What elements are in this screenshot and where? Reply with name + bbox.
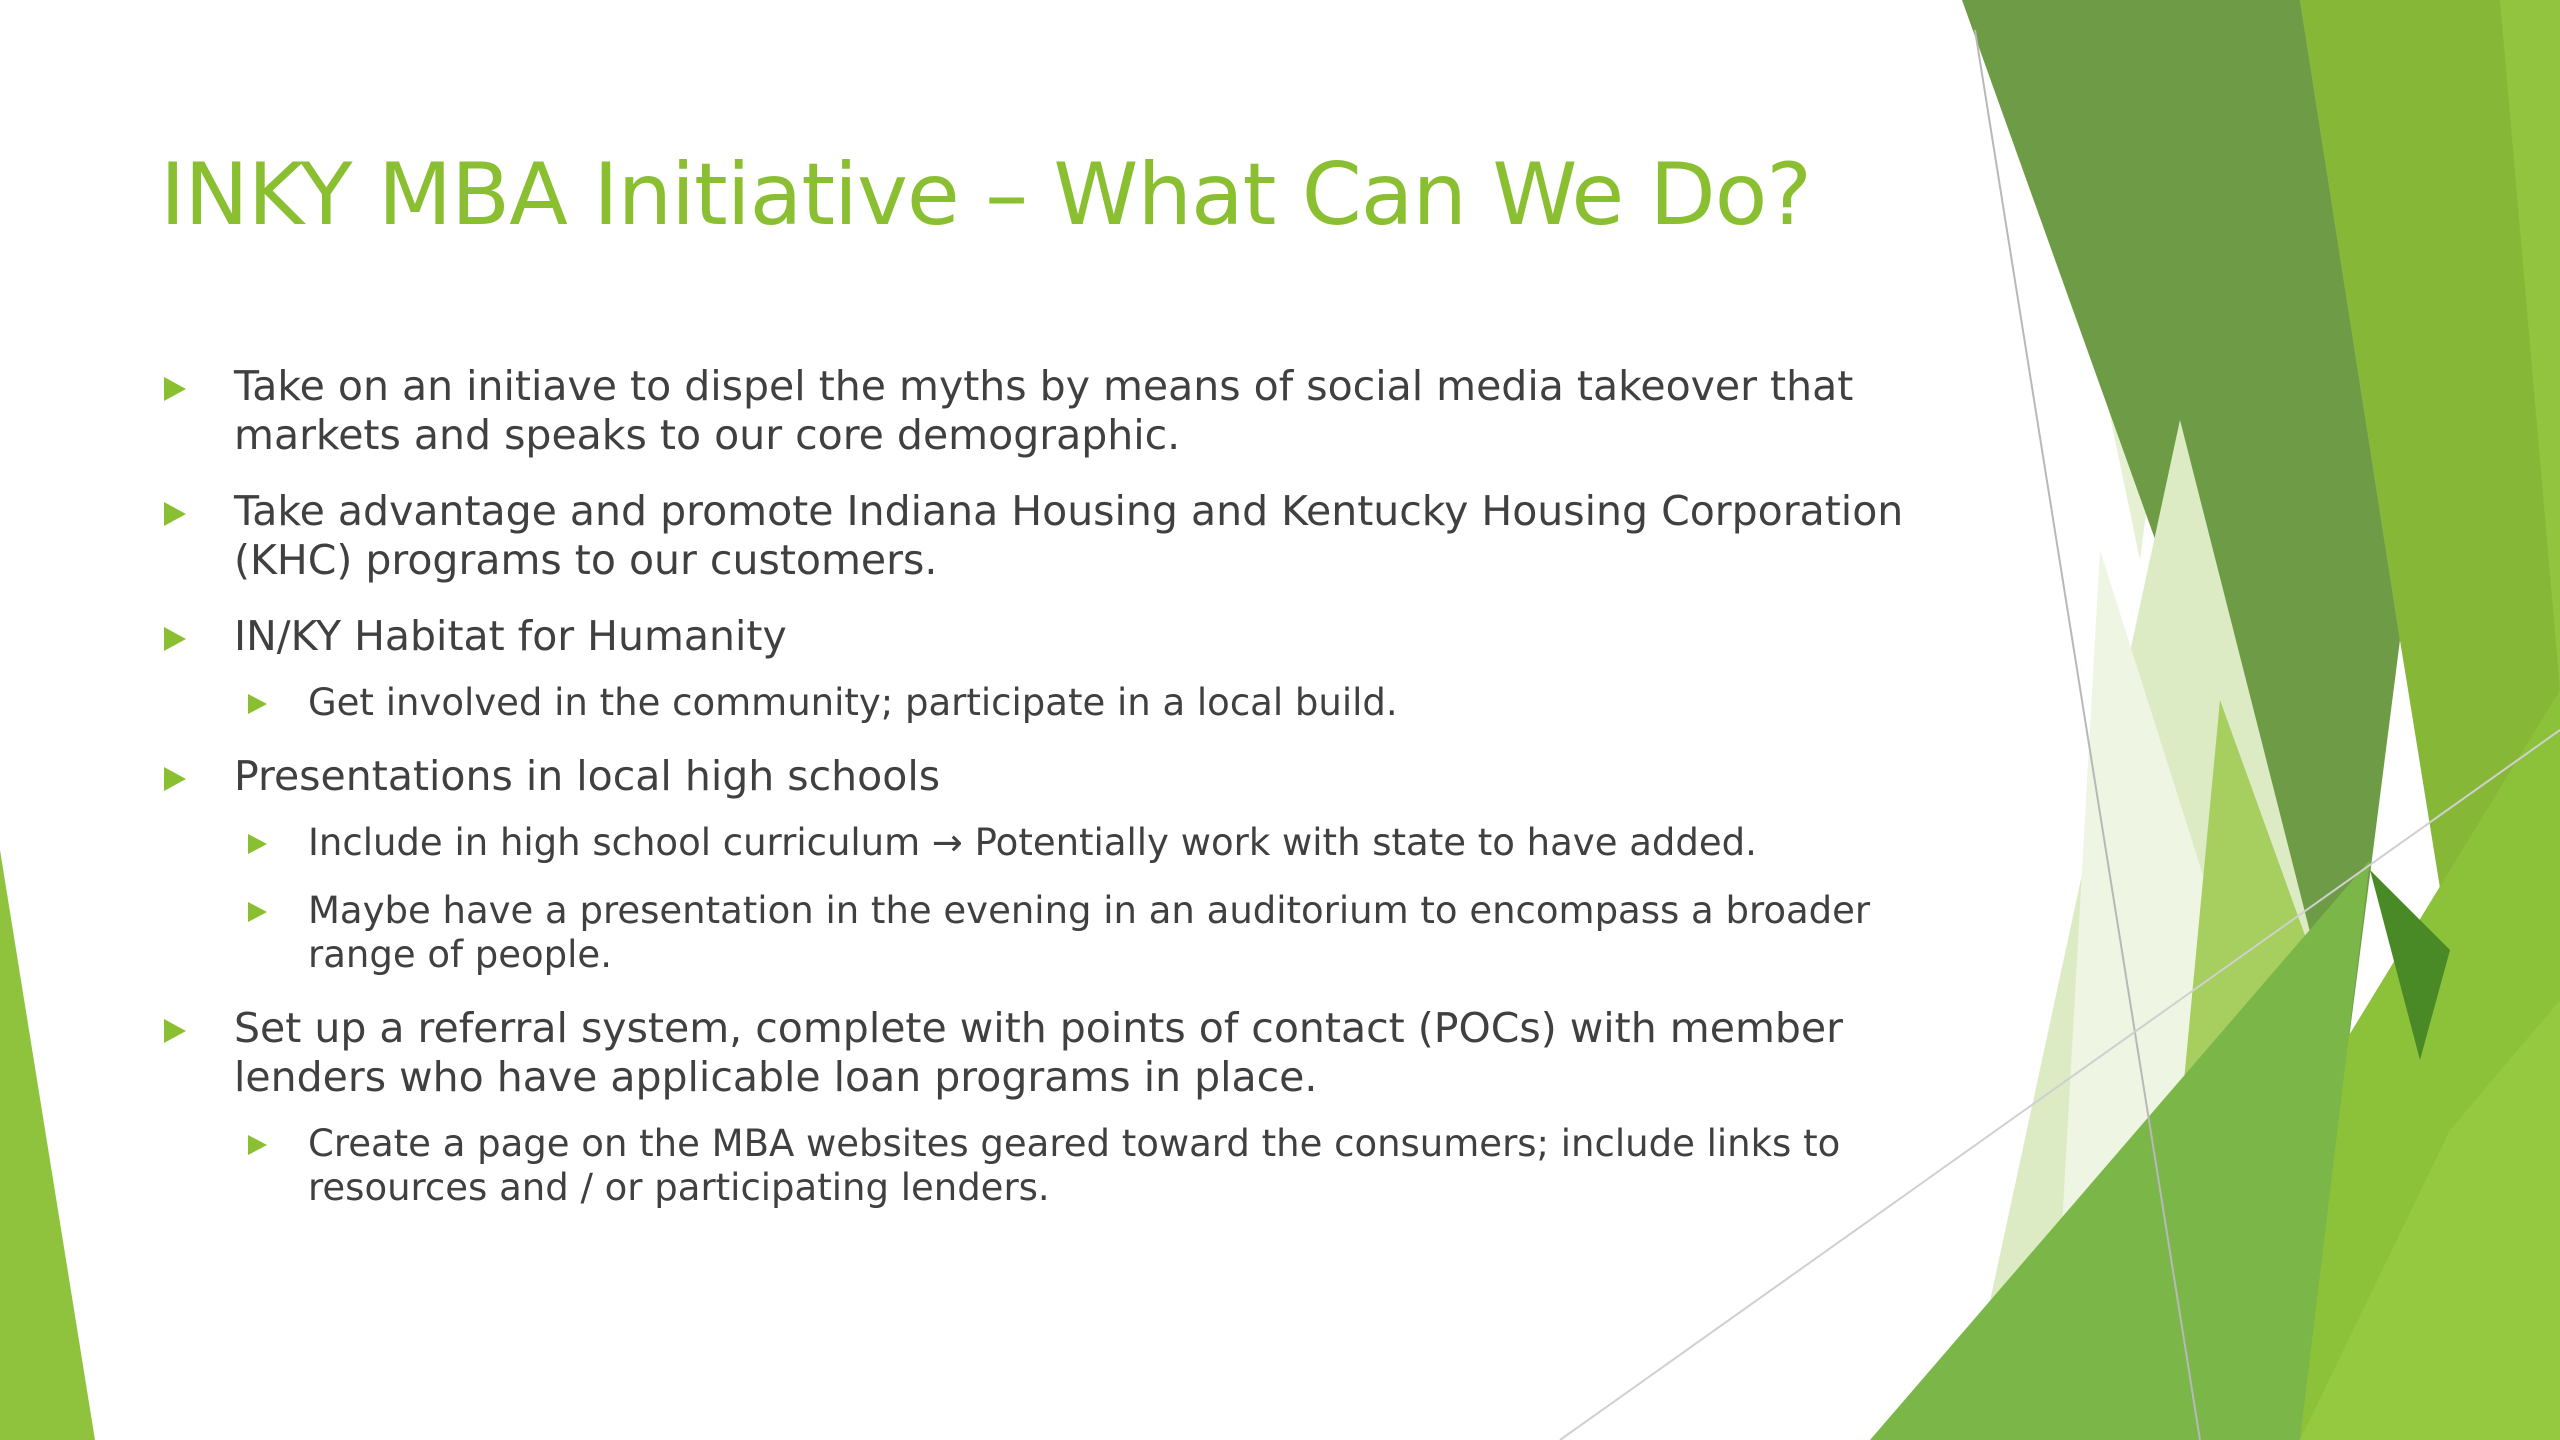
bullet-text: Presentations in local high schools <box>234 752 941 800</box>
bullet-item <box>160 1004 1960 1210</box>
slide-title: INKY MBA Initiative – What Can We Do? <box>160 145 1812 245</box>
triangle-right-icon <box>248 1135 267 1155</box>
sub-bullet-item <box>244 1122 1960 1210</box>
sub-bullet-item <box>244 681 1960 725</box>
bullet-list <box>160 362 1960 1237</box>
sub-bullet-text: Get involved in the community; participate in a local build. <box>308 681 1398 724</box>
left-facet <box>0 850 95 1440</box>
sub-bullet-text: Create a page on the MBA websites geared toward the consumers; include links to resources and / or participating lenders. <box>308 1122 1841 1209</box>
sub-bullet-list <box>234 821 1960 977</box>
bullet-item <box>160 612 1960 725</box>
triangle-right-icon <box>248 694 267 714</box>
sub-bullet-item <box>244 821 1960 865</box>
triangle-right-icon <box>164 377 186 401</box>
triangle-right-icon <box>164 1019 186 1043</box>
sub-bullet-list <box>234 1122 1960 1210</box>
sub-bullet-list <box>234 681 1960 725</box>
bullet-item <box>160 487 1960 585</box>
triangle-right-icon <box>248 902 267 922</box>
triangle-right-icon <box>164 627 186 651</box>
triangle-right-icon <box>164 502 186 526</box>
bullet-item <box>160 752 1960 977</box>
sub-bullet-text: Maybe have a presentation in the evening in an auditorium to encompass a broader range of people. <box>308 889 1871 976</box>
sub-bullet-text: Include in high school curriculum → Potentially work with state to have added. <box>308 821 1757 864</box>
bullet-text: Take on an initiave to dispel the myths by means of social media takeover that markets and speaks to our core demographic. <box>234 362 1854 459</box>
bullet-text: Set up a referral system, complete with points of contact (POCs) with member lenders who have applicable loan programs in place. <box>234 1004 1843 1101</box>
bullet-item <box>160 362 1960 460</box>
triangle-right-icon <box>164 767 186 791</box>
sub-bullet-item <box>244 889 1960 977</box>
bullet-text: IN/KY Habitat for Humanity <box>234 612 787 660</box>
triangle-right-icon <box>248 834 267 854</box>
bullet-text: Take advantage and promote Indiana Housing and Kentucky Housing Corporation (KHC) programs to our customers. <box>234 487 1904 584</box>
